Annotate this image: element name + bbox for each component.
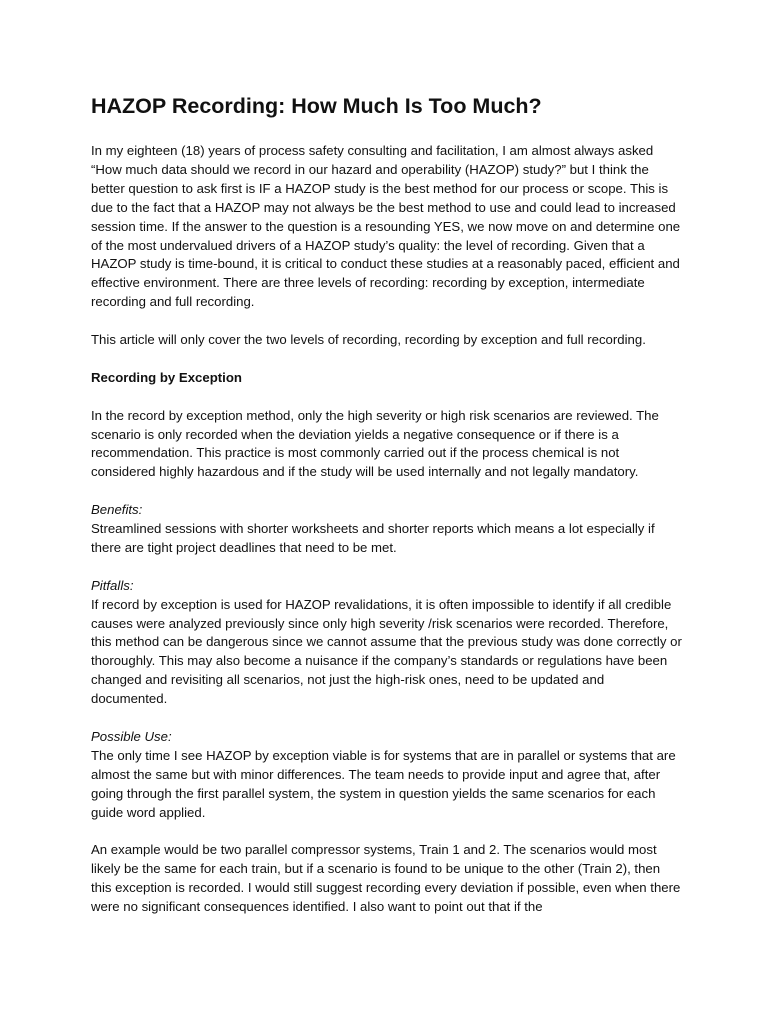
- possible-use-paragraph: The only time I see HAZOP by exception viable is for systems that are in parallel or systems that are almost the same but with minor differences. The team needs to provide input and agree that, after going through the first parallel system, the system in question yields the same scenarios for each guide word applied.: [91, 747, 676, 820]
- benefits-paragraph: Streamlined sessions with shorter worksheets and shorter reports which means a lot especially if there are tight project deadlines that need to be met.: [91, 521, 655, 555]
- example-paragraph: An example would be two parallel compressor systems, Train 1 and 2. The scenarios would most likely be the same for each train, but if a scenario is found to be unique to the other (Train 2), then this exception is recorded. I would still suggest recording every deviation if possible, even when there were no significant consequences identified. I also want to point out that if the: [91, 842, 681, 915]
- pitfalls-label: Pitfalls:: [91, 577, 134, 593]
- possible-use-label: Possible Use:: [91, 729, 172, 744]
- document-page: [91, 92, 683, 917]
- section-intro-paragraph: In the record by exception method, only the high severity or high risk scenarios are reviewed. The scenario is only recorded when the deviation yields a negative consequence or if there is a recommendation. This practice is most commonly carried out if the process chemical is not considered highly hazardous and if the study will be used internally and not legally mandatory.: [91, 407, 659, 480]
- scope-paragraph: This article will only cover the two levels of recording, recording by exception and full recording.: [91, 332, 646, 348]
- section-heading-recording-by-exception: Recording by Exception: [91, 369, 242, 385]
- pitfalls-paragraph: If record by exception is used for HAZOP revalidations, it is often impossible to identify if all credible causes were analyzed previously since only high severity /risk scenarios were recorded. Therefore, this method can be dangerous since we cannot assume that the previous study was done correctly or thoroughly. This may also become a nuisance if the company’s standards or regulations have been changed and revisiting all scenarios, not just the high-risk ones, need to be updated and documented.: [91, 596, 682, 707]
- intro-paragraph: In my eighteen (18) years of process safety consulting and facilitation, I am almost always asked “How much data should we record in our hazard and operability (HAZOP) study?” but I think the better question to ask first is IF a HAZOP study is the best method for our process or scope. This is due to the fact that a HAZOP may not always be the best method to use and could lead to increased session time. If the answer to the question is a resounding YES, we now move on and determine one of the most undervalued drivers of a HAZOP study’s quality: the level of recording. Given that a HAZOP study is time-bound, it is critical to conduct these studies at a reasonably paced, efficient and effective environment. There are three levels of recording: recording by exception, intermediate recording and full recording.: [91, 143, 681, 310]
- document-title: HAZOP Recording: How Much Is Too Much?: [91, 94, 542, 118]
- benefits-label: Benefits:: [91, 502, 143, 518]
